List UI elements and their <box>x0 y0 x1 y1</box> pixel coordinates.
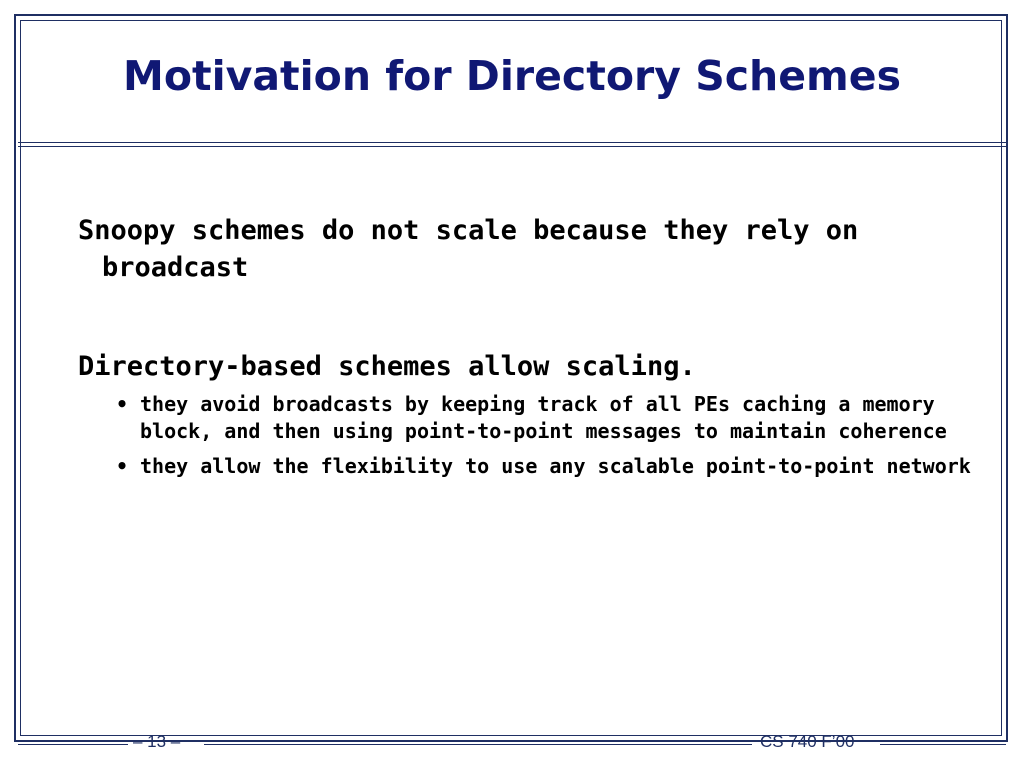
course-label: CS 740 F’00 <box>760 732 855 751</box>
bullet-text: they avoid broadcasts by keeping track of all PEs caching a memory block, and then using point-to-point messages to maintain coherence <box>140 392 947 443</box>
footer-rule-mid-bottom <box>204 744 752 745</box>
footer-rule-left-top <box>18 740 128 741</box>
footer-rule-left-bottom <box>18 744 128 745</box>
slide-title: Motivation for Directory Schemes <box>123 52 901 100</box>
bullet-icon: • <box>116 454 129 478</box>
bullet-list <box>114 391 978 480</box>
body-paragraph-snoopy: Snoopy schemes do not scale because they rely on broadcast <box>78 215 859 283</box>
bullet-text: they allow the flexibility to use any scalable point-to-point network <box>140 454 971 478</box>
footer-rule-mid-top <box>204 740 752 741</box>
footer-rule-right-top <box>880 740 1006 741</box>
title-divider-bottom <box>18 146 1006 147</box>
footer-rule-right-bottom <box>880 744 1006 745</box>
body-paragraph-directory: Directory-based schemes allow scaling. <box>78 351 696 382</box>
bullet-icon: • <box>116 392 129 416</box>
bullet-item <box>114 453 978 480</box>
page-number: – 13 – <box>133 732 181 751</box>
title-divider-top <box>18 142 1006 143</box>
bullet-item <box>114 391 978 445</box>
slide-body <box>78 212 978 488</box>
